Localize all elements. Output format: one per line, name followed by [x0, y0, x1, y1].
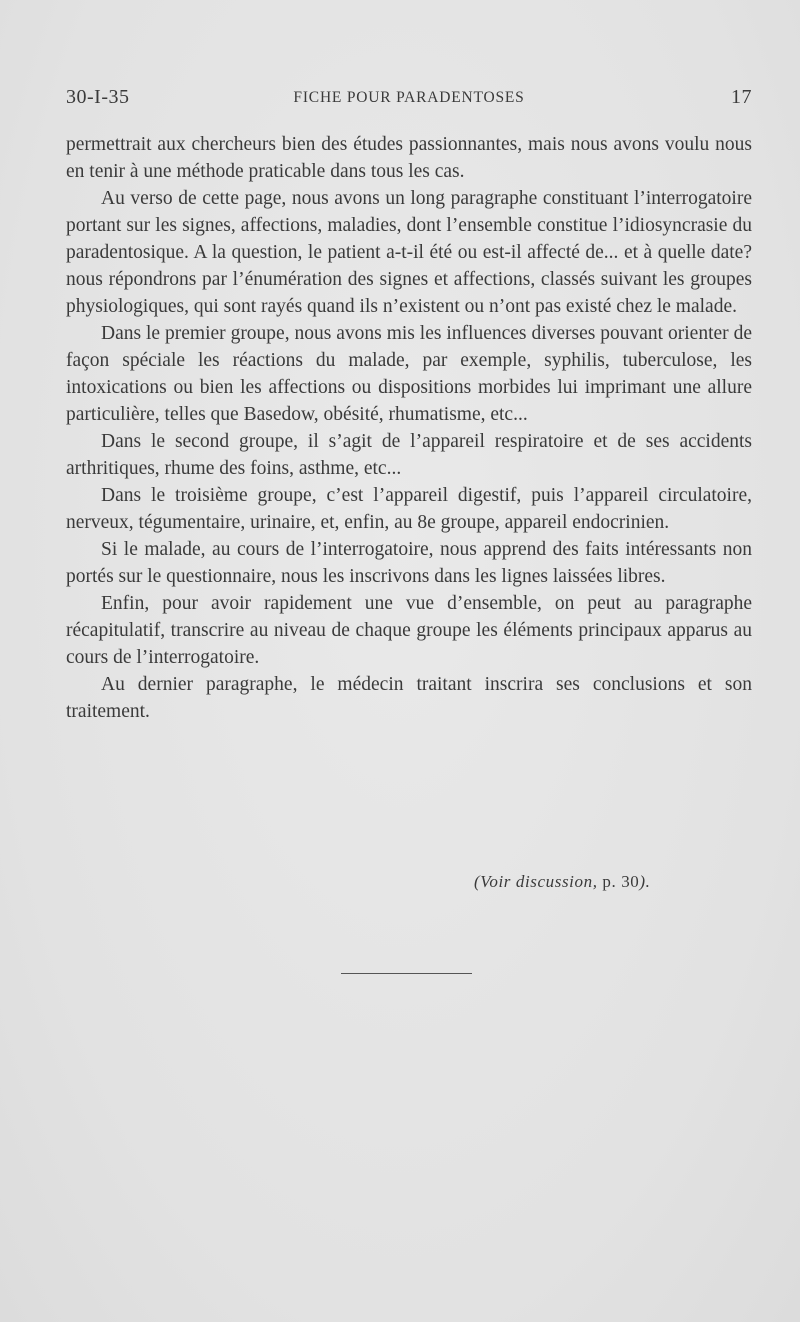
- body-text: [66, 131, 752, 725]
- reference-page: p. 30: [597, 872, 640, 891]
- paragraph: Si le malade, au cours de l’interrogatoire, nous apprend des faits intéressants non portés sur le questionnaire, nous les inscrivons dans les lignes laissées libres.: [66, 539, 752, 587]
- reference-text: Voir discussion,: [480, 872, 598, 891]
- paragraph: Enfin, pour avoir rapidement une vue d’ensemble, on peut au paragraphe récapitulatif, transcrire au niveau de chaque groupe les éléments principaux apparus au cours de l’interrogatoire.: [66, 593, 752, 668]
- page-number: 17: [731, 86, 752, 108]
- discussion-reference: [474, 872, 651, 892]
- paragraph: Dans le second groupe, il s’agit de l’appareil respiratoire et de ses accidents arthritiques, rhume des foins, asthme, etc...: [66, 431, 752, 479]
- running-header: [66, 84, 752, 114]
- paragraph: Dans le troisième groupe, c’est l’appareil digestif, puis l’appareil circulatoire, nerveux, tégumentaire, urinaire, et, enfin, au 8e groupe, appareil endocrinien.: [66, 485, 752, 533]
- header-title: FICHE POUR PARADENTOSES: [293, 89, 525, 106]
- paragraph: Au verso de cette page, nous avons un long paragraphe constituant l’interrogatoire portant sur les signes, affections, maladies, dont l’ensemble constitue l’idiosyncrasie du paradentosique. A la question, le patient a-t-il été ou est-il affecté de... et à quelle date? nous répondrons par l’énumération des signes et affections, classés suivant les groupes physiologiques, qui sont rayés quand ils n’existent ou n’ont pas existé chez le malade.: [66, 188, 752, 317]
- reference-close: ).: [639, 872, 651, 891]
- paragraph: Au dernier paragraphe, le médecin traitant inscrira ses conclusions et son traitement.: [66, 674, 752, 722]
- section-divider: [341, 973, 472, 974]
- header-date: 30-I-35: [66, 86, 130, 108]
- reference-open: (: [474, 872, 481, 891]
- paragraph: Dans le premier groupe, nous avons mis les influences diverses pouvant orienter de façon spéciale les réactions du malade, par exemple, syphilis, tuberculose, les intoxications ou bien les affections ou dispositions morbides lui imprimant une allure particulière, telles que Basedow, obésité, rhumatisme, etc...: [66, 323, 752, 425]
- paragraph-continued: permettrait aux chercheurs bien des études passionnantes, mais nous avons voulu nous en tenir à une méthode praticable dans tous les cas.: [66, 134, 752, 182]
